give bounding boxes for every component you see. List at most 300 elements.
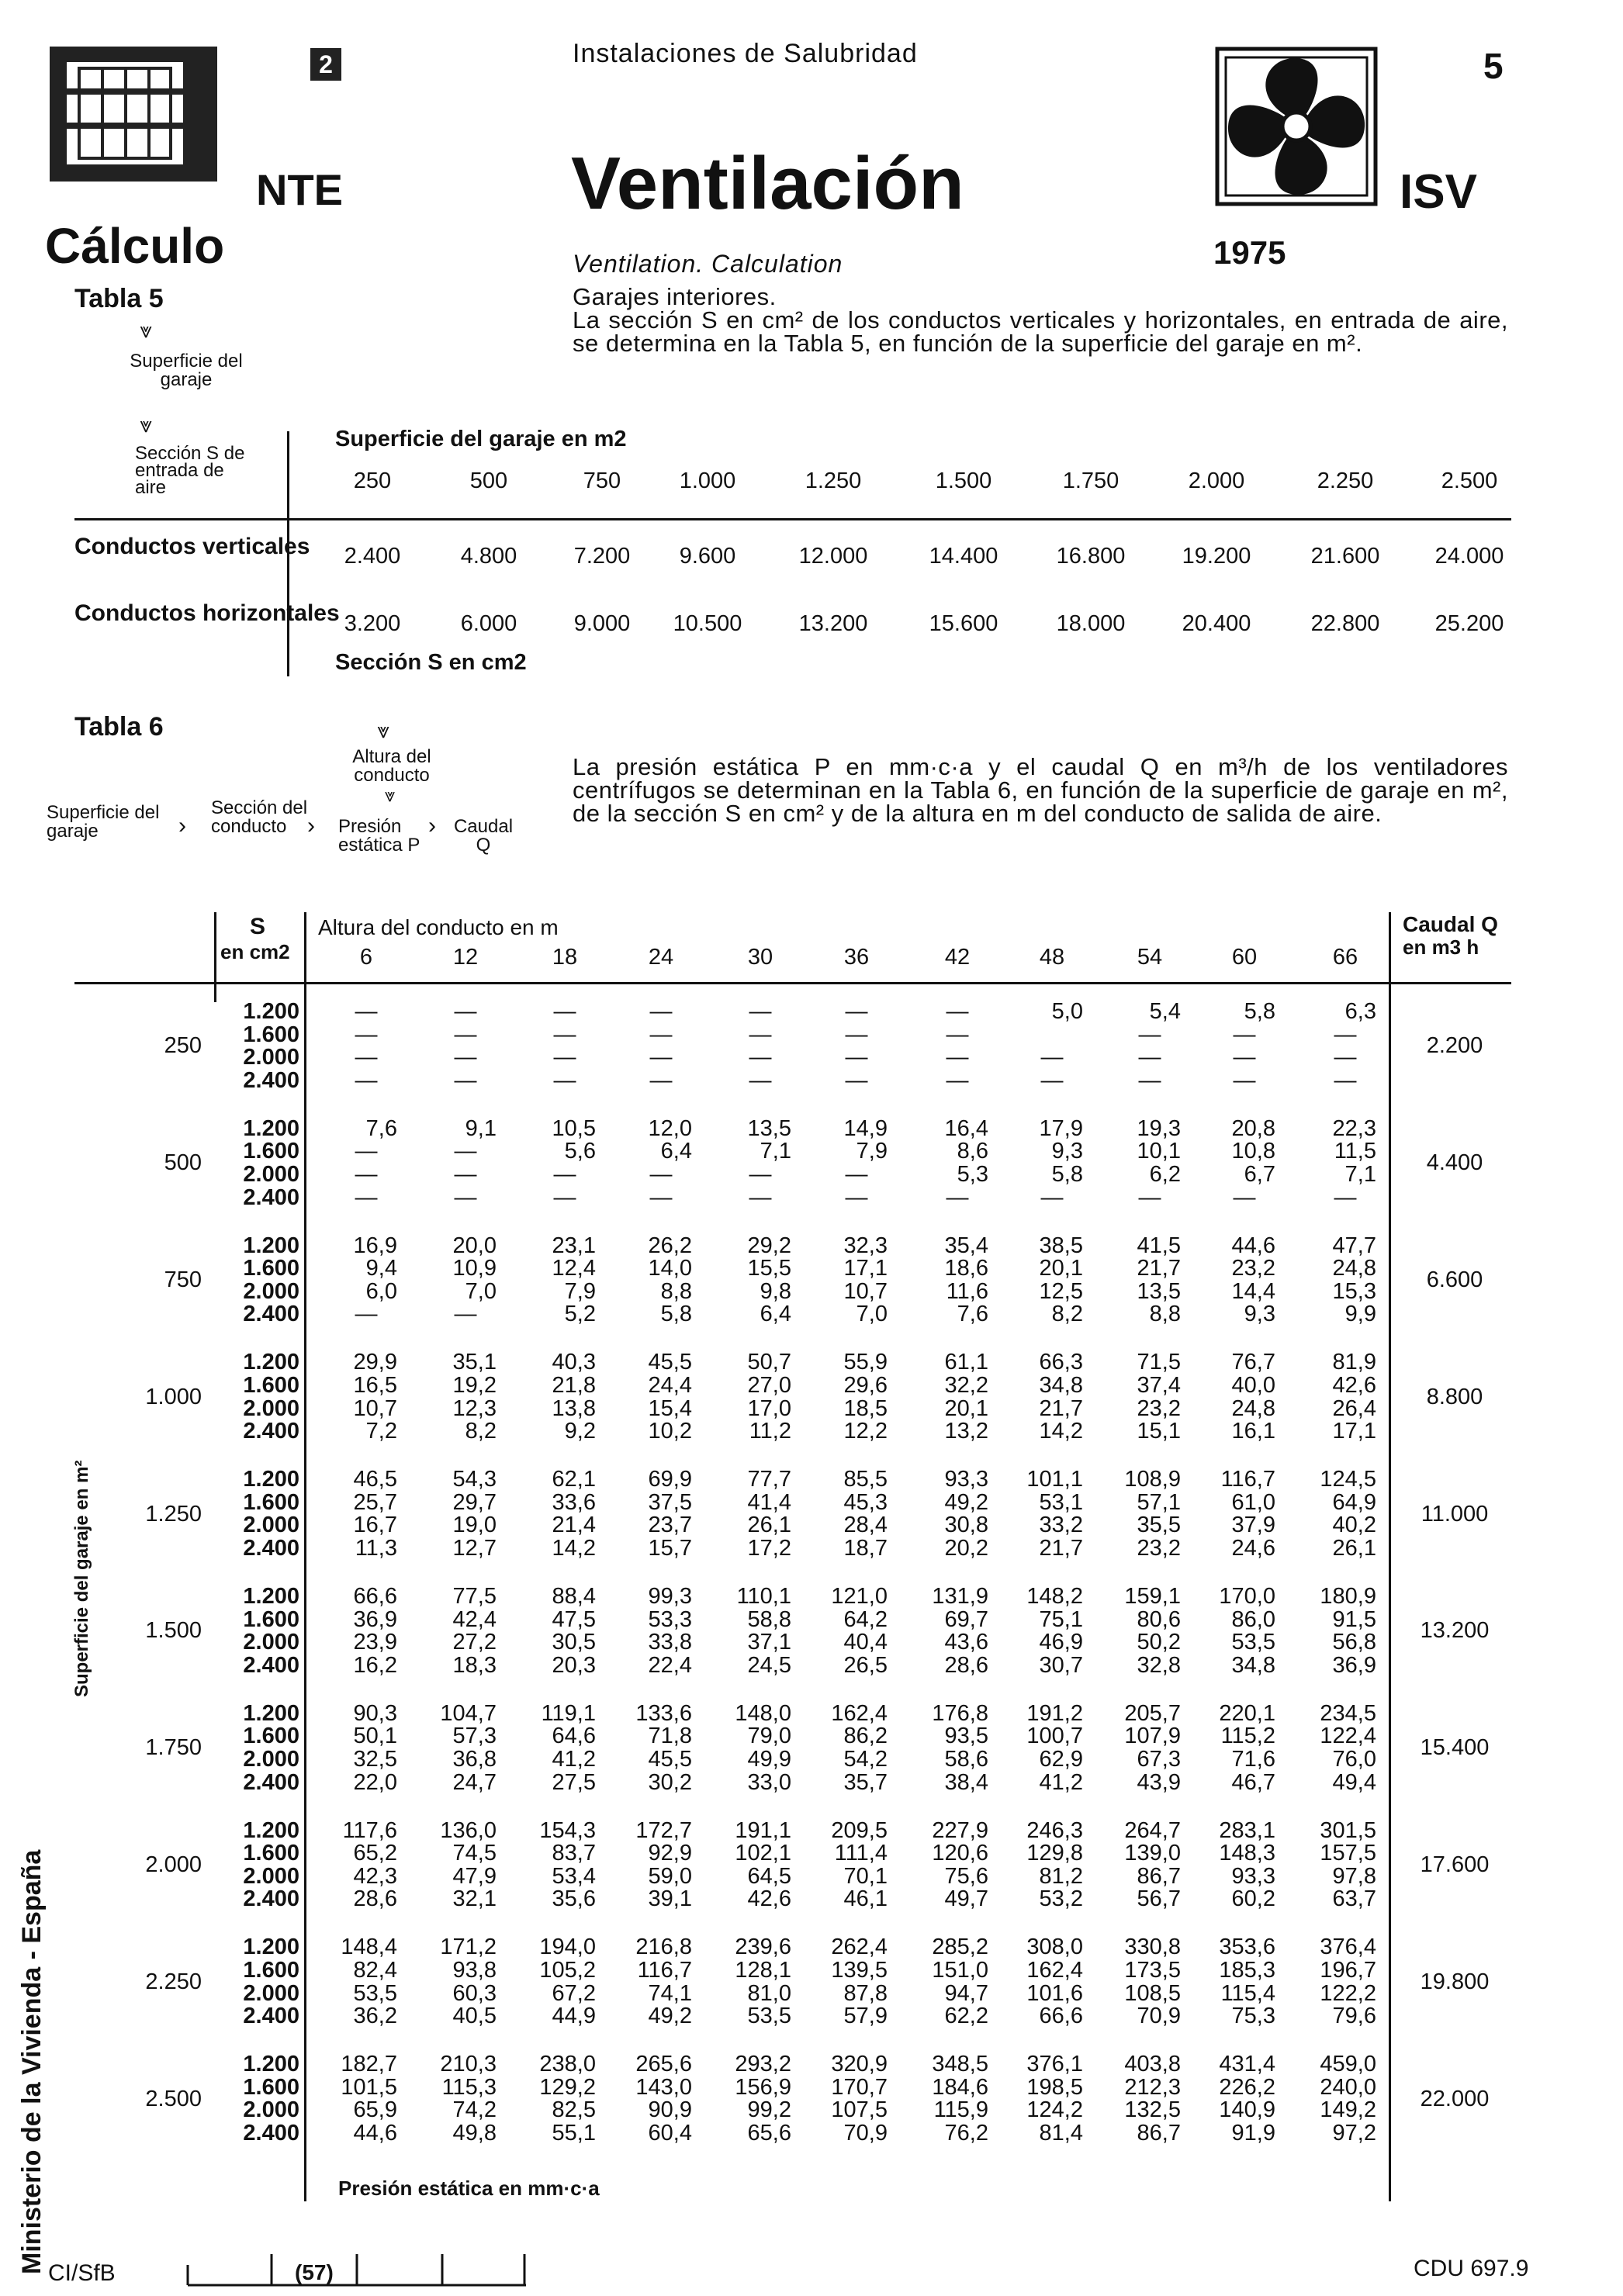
pressure-value: 308,0 [1026,1935,1083,1960]
pressure-value: 148,4 [341,1935,397,1960]
pressure-value: 14,4 [1231,1278,1275,1304]
pressure-value: 5,6 [564,1139,596,1164]
fan-icon [1215,47,1378,206]
pressure-value: 29,7 [452,1489,497,1515]
surface-label: 1.250 [145,1501,202,1527]
pressure-value: 107,5 [831,2097,888,2123]
pressure-value: 61,0 [1231,1489,1275,1515]
empty-value: — [1233,1067,1256,1093]
pressure-value: 97,8 [1332,1863,1376,1889]
pressure-value: 18,6 [944,1256,988,1281]
pressure-value: 104,7 [440,1700,497,1726]
pressure-value: 129,8 [1026,1841,1083,1866]
empty-value: — [1233,1045,1256,1070]
empty-value: — [454,1302,477,1327]
pressure-value: 93,3 [944,1467,988,1492]
pressure-value: 67,3 [1137,1747,1181,1772]
pressure-value: 49,4 [1332,1769,1376,1795]
surface-header: 250 [353,469,392,493]
section-value: 21.600 [1310,544,1380,569]
section-label: 2.000 [243,1747,299,1772]
pressure-value: 42,6 [747,1886,791,1912]
caudal-value: 6.600 [1426,1267,1483,1292]
empty-value: — [845,1184,868,1210]
down-arrow-icon: ⩔ [377,718,389,742]
pressure-value: 22,4 [648,1652,692,1678]
empty-value: — [454,1022,477,1047]
empty-value: — [454,1184,477,1210]
flow-caudal: Caudal Q [453,816,514,856]
pressure-value: 25,7 [353,1489,397,1515]
pressure-value: 246,3 [1026,1817,1083,1843]
side-axis-label: Superficie del garaje en m² [71,1460,92,1697]
pressure-value: 9,9 [1344,1302,1376,1327]
pressure-value: 74,2 [452,2097,497,2123]
pressure-value: 227,9 [932,1817,988,1843]
pressure-value: 55,9 [843,1350,888,1375]
pressure-value: 99,3 [648,1584,692,1609]
pressure-value: 82,5 [552,2097,596,2123]
pressure-value: 22,0 [353,1769,397,1795]
code-label: ISV [1400,165,1477,219]
pressure-value: 26,1 [747,1513,791,1538]
pressure-value: 49,8 [452,2121,497,2146]
pressure-value: 115,4 [1220,1980,1275,2006]
surface-label: 750 [164,1267,202,1292]
pressure-value: 23,7 [648,1513,692,1538]
arrow-right-icon: › [428,813,436,839]
pressure-value: 9,8 [760,1278,791,1304]
pressure-value: 116,7 [637,1958,692,1983]
height-header: 60 [1231,945,1258,970]
section-value: 12.000 [798,544,868,569]
empty-value: — [649,1045,673,1070]
pressure-value: 30,7 [1039,1652,1083,1678]
pressure-value: 35,7 [843,1769,888,1795]
pressure-value: 17,0 [747,1395,791,1421]
pressure-value: 8,8 [660,1278,692,1304]
empty-value: — [1334,1022,1357,1047]
section-label: 2.000 [243,1395,299,1421]
height-header: 12 [452,945,479,970]
pressure-value: 24,8 [1332,1256,1376,1281]
empty-value: — [946,1067,969,1093]
pressure-value: 99,2 [747,2097,791,2123]
year: 1975 [1213,234,1286,271]
pressure-value: 14,2 [1039,1419,1083,1444]
pressure-value: 15,1 [1137,1419,1181,1444]
section-label: 2.400 [243,1302,299,1327]
pressure-value: 148,3 [1219,1841,1275,1866]
pressure-value: 27,5 [552,1769,596,1795]
empty-value: — [1040,1184,1064,1210]
pressure-value: 81,2 [1039,1863,1083,1889]
pressure-value: 53,2 [1039,1886,1083,1912]
empty-value: — [1040,1045,1064,1070]
pressure-value: 85,5 [843,1467,888,1492]
pressure-value: 162,4 [1026,1958,1083,1983]
pressure-value: 64,2 [843,1606,888,1632]
pressure-value: 44,9 [552,2004,596,2029]
pressure-value: 13,2 [944,1419,988,1444]
pressure-value: 94,7 [944,1980,988,2006]
section-label: 2.400 [243,1419,299,1444]
pressure-value: 348,5 [932,2052,988,2077]
pressure-value: 216,8 [635,1935,692,1960]
empty-value: — [649,999,673,1024]
empty-value: — [649,1022,673,1047]
pressure-value: 111,4 [834,1841,888,1866]
pressure-value: 87,8 [843,1980,888,2006]
pressure-value: 37,5 [648,1489,692,1515]
pressure-value: 39,1 [648,1886,692,1912]
pressure-value: 6,0 [365,1278,397,1304]
pressure-value: 239,6 [735,1935,791,1960]
pressure-value: 46,5 [353,1467,397,1492]
pressure-value: 7,9 [564,1278,596,1304]
pressure-value: 110,1 [736,1584,791,1609]
pressure-value: 56,7 [1137,1886,1181,1912]
pressure-value: 33,6 [552,1489,596,1515]
empty-value: — [553,1022,576,1047]
pressure-value: 64,5 [747,1863,791,1889]
pressure-value: 376,4 [1320,1935,1376,1960]
pressure-value: 140,9 [1219,2097,1275,2123]
pressure-value: 47,5 [552,1606,596,1632]
pressure-value: 143,0 [635,2074,692,2100]
empty-value: — [946,999,969,1024]
empty-value: — [1334,1045,1357,1070]
pressure-value: 9,3 [1051,1139,1083,1164]
pressure-value: 65,2 [353,1841,397,1866]
section-value: 14.400 [929,544,998,569]
pressure-value: 69,7 [944,1606,988,1632]
section-label: 2.400 [243,1536,299,1561]
pressure-value: 11,3 [355,1536,397,1561]
caudal-value: 13.200 [1420,1618,1490,1644]
pressure-value: 32,1 [452,1886,497,1912]
caudal-value: 19.800 [1420,1969,1490,1994]
pressure-value: 238,0 [539,2052,596,2077]
pressure-value: 119,1 [541,1700,596,1726]
section-label: 2.400 [243,2004,299,2029]
section-label: 2.400 [243,1184,299,1210]
pressure-value: 15,7 [648,1536,692,1561]
flow-altura: Altura del conducto [352,746,431,786]
pressure-value: 6,2 [1149,1162,1181,1187]
pressure-value: 58,6 [944,1747,988,1772]
empty-value: — [749,1184,772,1210]
pressure-value: 264,7 [1124,1817,1181,1843]
section-label: 1.200 [243,1700,299,1726]
pressure-value: 40,2 [1332,1513,1376,1538]
pressure-value: 8,2 [465,1419,497,1444]
empty-value: — [355,1184,378,1210]
pressure-value: 34,8 [1039,1373,1083,1398]
pressure-value: 37,9 [1231,1513,1275,1538]
section-value: 2.400 [344,544,401,569]
pressure-value: 83,7 [552,1841,596,1866]
empty-value: — [946,1022,969,1047]
pressure-value: 209,5 [831,1817,888,1843]
pressure-value: 24,7 [452,1769,497,1795]
pressure-value: 285,2 [932,1935,988,1960]
empty-value: — [649,1184,673,1210]
height-header: 6 [359,945,373,970]
pressure-value: 101,1 [1026,1467,1083,1492]
flow-presion: Presión estática P [338,816,420,856]
pressure-value: 50,7 [747,1350,791,1375]
section-value: 9.600 [679,544,736,569]
pressure-value: 162,4 [831,1700,888,1726]
pressure-value: 34,8 [1231,1652,1275,1678]
pressure-value: 320,9 [831,2052,888,2077]
empty-value: — [749,1162,772,1187]
pressure-value: 38,5 [1039,1233,1083,1258]
empty-value: — [845,1067,868,1093]
section-label: 1.600 [243,1606,299,1632]
pressure-value: 23,2 [1137,1536,1181,1561]
pressure-value: 66,6 [1039,2004,1083,2029]
empty-value: — [355,1067,378,1093]
pressure-value: 91,5 [1332,1606,1376,1632]
section-label: 2.000 [243,1045,299,1070]
pressure-value: 80,6 [1137,1606,1181,1632]
table6-title: Tabla 6 [74,712,164,742]
pressure-value: 41,4 [747,1489,791,1515]
arrow-right-icon: › [307,813,315,839]
pressure-value: 139,5 [831,1958,888,1983]
pressure-value: 21,7 [1039,1536,1083,1561]
pressure-value: 139,0 [1124,1841,1181,1866]
pressure-value: 21,4 [552,1513,596,1538]
pressure-value: 16,5 [353,1373,397,1398]
section-value: 25.200 [1434,611,1504,636]
pressure-value: 6,3 [1344,999,1376,1024]
pressure-value: 44,6 [353,2121,397,2146]
flow-superficie-2: Superficie del garaje [47,802,160,842]
pressure-value: 35,4 [944,1233,988,1258]
empty-value: — [1334,1184,1357,1210]
pressure-value: 13,5 [747,1115,791,1141]
section-label: 2.400 [243,1886,299,1912]
empty-value: — [454,1139,477,1164]
surface-label: 2.250 [145,1969,202,1994]
cisfb-label: CI/SfB [48,2260,116,2286]
pressure-value: 283,1 [1219,1817,1275,1843]
pressure-value: 191,2 [1026,1700,1083,1726]
pressure-value: 36,9 [353,1606,397,1632]
pressure-value: 69,9 [648,1467,692,1492]
pressure-value: 64,9 [1332,1489,1376,1515]
flow-superficie: Superficie del garaje [130,351,243,390]
pressure-value: 240,0 [1320,2074,1376,2100]
pressure-value: 12,0 [648,1115,692,1141]
pressure-value: 42,4 [452,1606,497,1632]
pressure-value: 20,3 [552,1652,596,1678]
pressure-value: 74,1 [648,1980,692,2006]
caudal-value: 4.400 [1426,1150,1483,1176]
page-subtitle: Ventilation. Calculation [573,250,843,278]
pressure-value: 41,2 [1039,1769,1083,1795]
pressure-value: 71,5 [1137,1350,1181,1375]
empty-value: — [845,1022,868,1047]
pressure-value: 156,9 [735,2074,791,2100]
surface-label: 2.500 [145,2086,202,2111]
pressure-value: 40,0 [1231,1373,1275,1398]
flow-seccion: Sección S de entrada de aire [135,443,245,498]
pressure-value: 196,7 [1320,1958,1376,1983]
pressure-value: 105,2 [539,1958,596,1983]
row-label-verticales: Conductos verticales [74,534,310,559]
pressure-value: 33,8 [648,1630,692,1655]
pressure-value: 24,6 [1231,1536,1275,1561]
section-value: 19.200 [1182,544,1251,569]
section-label: 1.600 [243,1958,299,1983]
empty-value: — [649,1162,673,1187]
pressure-value: 33,0 [747,1769,791,1795]
pressure-value: 459,0 [1320,2052,1376,2077]
intro-line: Garajes interiores. [573,283,777,310]
empty-value: — [749,999,772,1024]
caudal-header: Caudal Q [1403,912,1498,936]
empty-value: — [1138,1022,1161,1047]
section-label: 1.200 [243,999,299,1024]
pressure-value: 41,5 [1137,1233,1181,1258]
pressure-value: 7,6 [365,1115,397,1141]
pressure-value: 46,1 [843,1886,888,1912]
pressure-value: 66,6 [353,1584,397,1609]
pressure-value: 149,2 [1320,2097,1376,2123]
pressure-value: 220,1 [1219,1700,1275,1726]
pressure-value: 10,5 [552,1115,596,1141]
pressure-value: 15,3 [1332,1278,1376,1304]
empty-value: — [845,1045,868,1070]
pressure-value: 66,3 [1039,1350,1083,1375]
empty-value: — [454,999,477,1024]
section-value: 3.200 [344,611,401,636]
pressure-value: 14,0 [648,1256,692,1281]
pressure-value: 9,4 [365,1256,397,1281]
pressure-value: 226,2 [1219,2074,1275,2100]
pressure-value: 53,3 [648,1606,692,1632]
s-header: S [250,914,266,939]
pressure-value: 26,1 [1332,1536,1376,1561]
surface-header: 1.500 [935,469,992,493]
pressure-value: 10,7 [353,1395,397,1421]
section-label: 2.000 [243,1630,299,1655]
pressure-value: 86,0 [1231,1606,1275,1632]
pressure-value: 53,1 [1039,1489,1083,1515]
arrow-right-icon: › [178,813,186,839]
pressure-value: 59,0 [648,1863,692,1889]
pressure-value: 29,9 [353,1350,397,1375]
surface-label: 1.500 [145,1618,202,1644]
pressure-value: 23,1 [552,1233,596,1258]
pressure-value: 18,3 [452,1652,497,1678]
section-title: Cálculo [45,218,225,274]
pressure-value: 49,2 [944,1489,988,1515]
pressure-value: 28,6 [944,1652,988,1678]
pressure-value: 129,2 [539,2074,596,2100]
pressure-value: 7,9 [856,1139,888,1164]
surface-header: 2.000 [1188,469,1245,493]
pressure-value: 20,2 [944,1536,988,1561]
section-label: 1.200 [243,1350,299,1375]
surface-header: 1.250 [805,469,862,493]
surface-header: 1.750 [1062,469,1119,493]
empty-value: — [1233,1184,1256,1210]
pressure-value: 173,5 [1124,1958,1181,1983]
pressure-value: 262,4 [831,1935,888,1960]
pressure-value: 23,2 [1231,1256,1275,1281]
section-label: 2.000 [243,1513,299,1538]
pressure-value: 24,5 [747,1652,791,1678]
empty-value: — [1233,1022,1256,1047]
pressure-value: 6,4 [660,1139,692,1164]
pressure-value: 45,3 [843,1489,888,1515]
down-arrow-icon: ⩔ [140,413,152,437]
flow-seccion-2: Sección del conducto [211,797,308,837]
pressure-value: 76,7 [1231,1350,1275,1375]
pressure-value: 5,4 [1149,999,1181,1024]
pressure-value: 88,4 [552,1584,596,1609]
pressure-value: 65,6 [747,2121,791,2146]
pressure-value: 38,4 [944,1769,988,1795]
pressure-value: 36,8 [452,1747,497,1772]
pressure-value: 60,4 [648,2121,692,2146]
table6-intro: La presión estática P en mm·c·a y el caudal Q en m³/h de los ventiladores centrífugos se determinan en la Tabla 6, en función de la superficie de garaje en m², de la sección S en cm² y de la altura en m del conducto de salida de aire. [573,753,1508,827]
pressure-value: 82,4 [353,1958,397,1983]
pressure-value: 46,9 [1039,1630,1083,1655]
pressure-value: 115,2 [1220,1724,1275,1749]
pressure-value: 148,2 [1026,1584,1083,1609]
pressure-value: 76,2 [944,2121,988,2146]
caudal-value: 17.600 [1420,1852,1490,1877]
pressure-value: 74,5 [452,1841,497,1866]
pressure-value: 23,2 [1137,1395,1181,1421]
pressure-value: 102,1 [735,1841,791,1866]
pressure-value: 17,1 [1332,1419,1376,1444]
pressure-value: 170,7 [831,2074,888,2100]
caudal-value: 2.200 [1426,1033,1483,1059]
pressure-value: 33,2 [1039,1513,1083,1538]
pressure-value: 26,2 [648,1233,692,1258]
empty-value: — [355,1022,378,1047]
section-value: 16.800 [1056,544,1126,569]
empty-value: — [355,1302,378,1327]
pressure-value: 62,9 [1039,1747,1083,1772]
pressure-value: 40,4 [843,1630,888,1655]
pressure-value: 210,3 [440,2052,497,2077]
pressure-value: 8,2 [1051,1302,1083,1327]
pressure-value: 70,1 [843,1863,888,1889]
pressure-value: 49,7 [944,1886,988,1912]
pressure-value: 7,2 [365,1419,397,1444]
pressure-value: 117,6 [342,1817,397,1843]
caudal-value: 8.800 [1426,1384,1483,1409]
section-label: 1.600 [243,1841,299,1866]
table5-title: Tabla 5 [74,284,164,313]
pressure-value: 172,7 [635,1817,692,1843]
pressure-value: 63,7 [1332,1886,1376,1912]
pressure-value: 86,7 [1137,2121,1181,2146]
page-number: 5 [1483,46,1504,86]
down-arrow-icon: ⩔ [140,318,152,342]
pressure-value: 131,9 [932,1584,988,1609]
pressure-value: 12,5 [1039,1278,1083,1304]
pressure-value: 180,9 [1320,1584,1376,1609]
